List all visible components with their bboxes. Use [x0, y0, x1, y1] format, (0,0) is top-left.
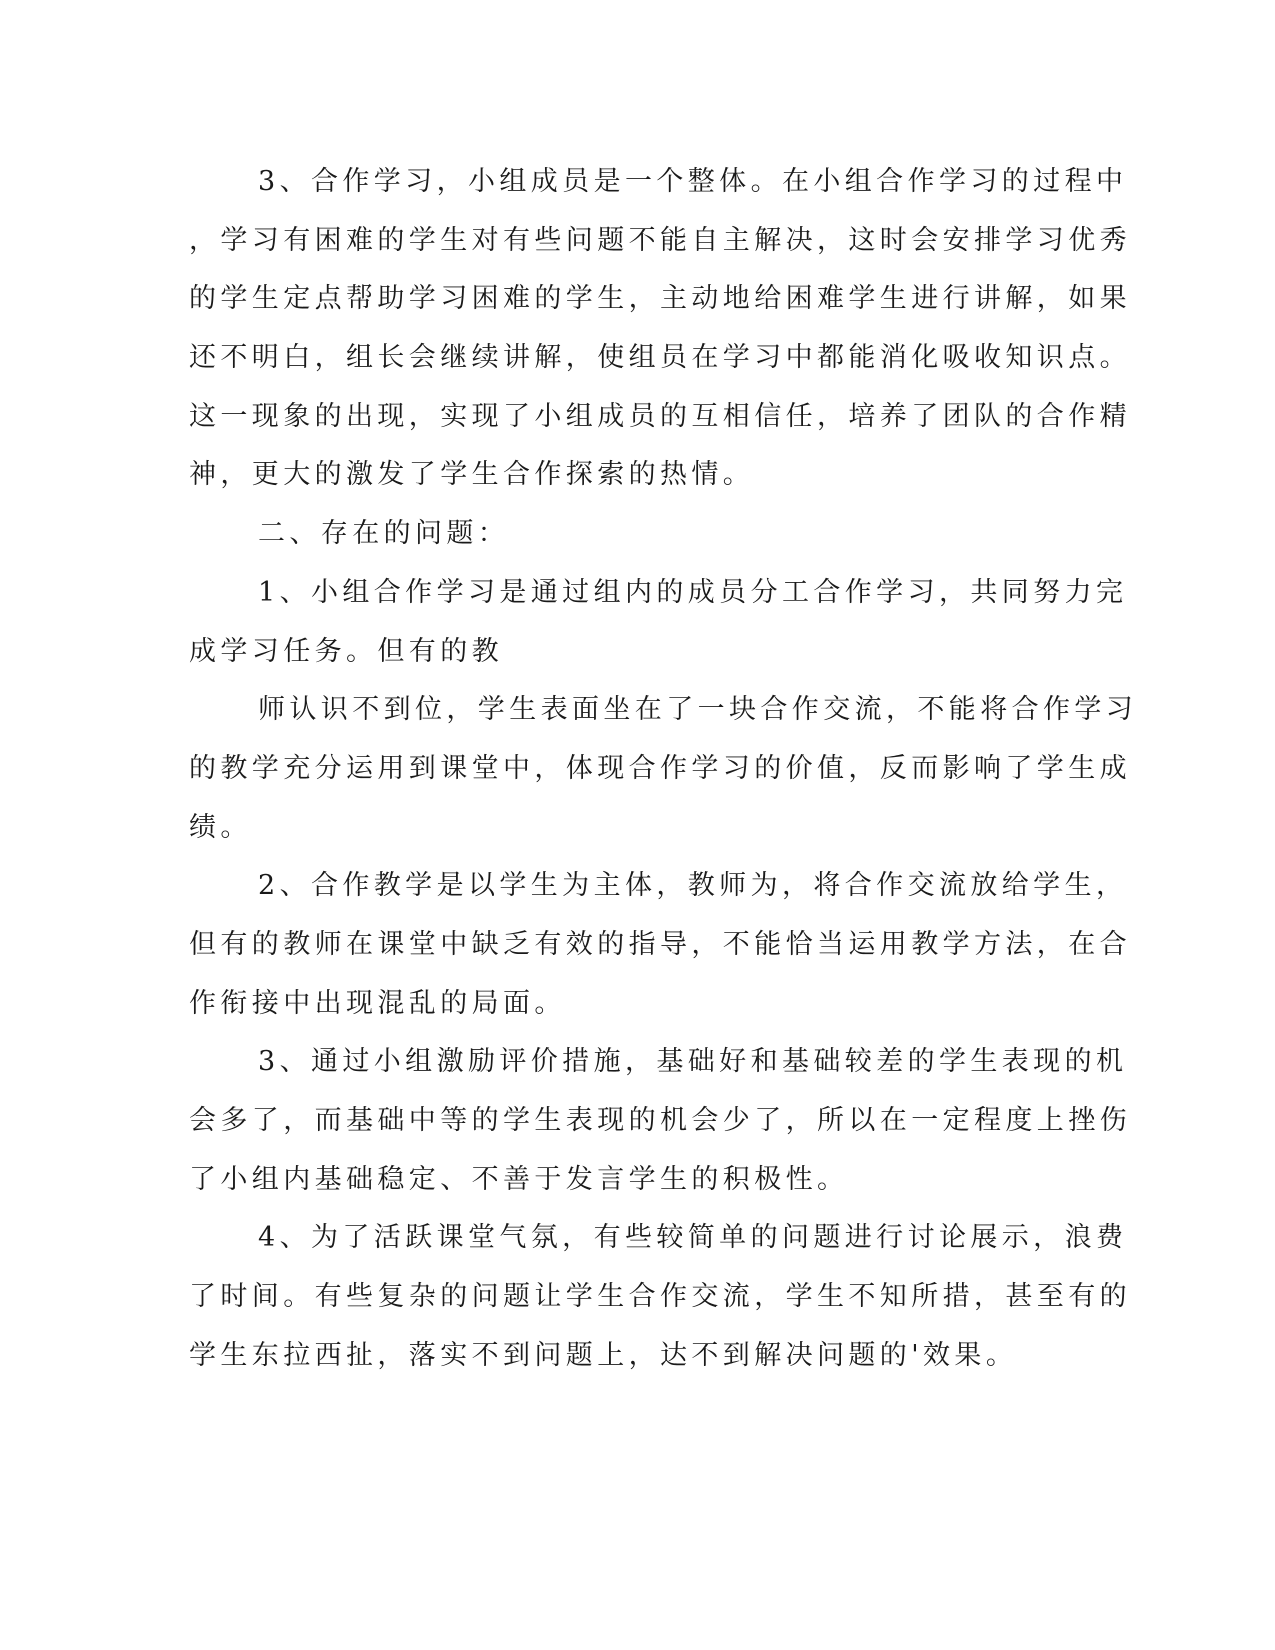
- text-line: 的教学充分运用到课堂中，体现合作学习的价值，反而影响了学生成: [189, 753, 1131, 784]
- text-line: 3、通过小组激励评价措施，基础好和基础较差的学生表现的机: [258, 1046, 1128, 1077]
- text-line: 1、小组合作学习是通过组内的成员分工合作学习，共同努力完: [258, 577, 1128, 608]
- text-line: 师认识不到位，学生表面坐在了一块合作交流，不能将合作学习: [258, 694, 1138, 725]
- text-line: ，学习有困难的学生对有些问题不能自主解决，这时会安排学习优秀: [189, 225, 1131, 256]
- text-line: 但有的教师在课堂中缺乏有效的指导，不能恰当运用教学方法，在合: [189, 929, 1131, 960]
- text-line: 作衔接中出现混乱的局面。: [189, 988, 566, 1019]
- text-line: 了小组内基础稳定、不善于发言学生的积极性。: [189, 1164, 849, 1195]
- text-line: 了时间。有些复杂的问题让学生合作交流，学生不知所措，甚至有的: [189, 1281, 1131, 1312]
- text-line: 会多了，而基础中等的学生表现的机会少了，所以在一定程度上挫伤: [189, 1105, 1131, 1136]
- text-line: 4、为了活跃课堂气氛，有些较简单的问题进行讨论展示，浪费: [258, 1222, 1128, 1253]
- text-line: 这一现象的出现，实现了小组成员的互相信任，培养了团队的合作精: [189, 401, 1131, 432]
- text-line: 学生东拉西扯，落实不到问题上，达不到解决问题的'效果。: [189, 1340, 1018, 1371]
- text-line: 绩。: [189, 812, 252, 843]
- text-line: 成学习任务。但有的教: [189, 636, 503, 667]
- text-line: 神，更大的激发了学生合作探索的热情。: [189, 459, 755, 490]
- text-line: 的学生定点帮助学习困难的学生，主动地给困难学生进行讲解，如果: [189, 283, 1131, 314]
- text-line: 还不明白，组长会继续讲解，使组员在学习中都能消化吸收知识点。: [189, 342, 1131, 373]
- text-line: 2、合作教学是以学生为主体，教师为，将合作交流放给学生，: [258, 870, 1128, 901]
- text-line: 3、合作学习，小组成员是一个整体。在小组合作学习的过程中: [258, 166, 1128, 197]
- section-heading: 二、存在的问题：: [258, 518, 510, 549]
